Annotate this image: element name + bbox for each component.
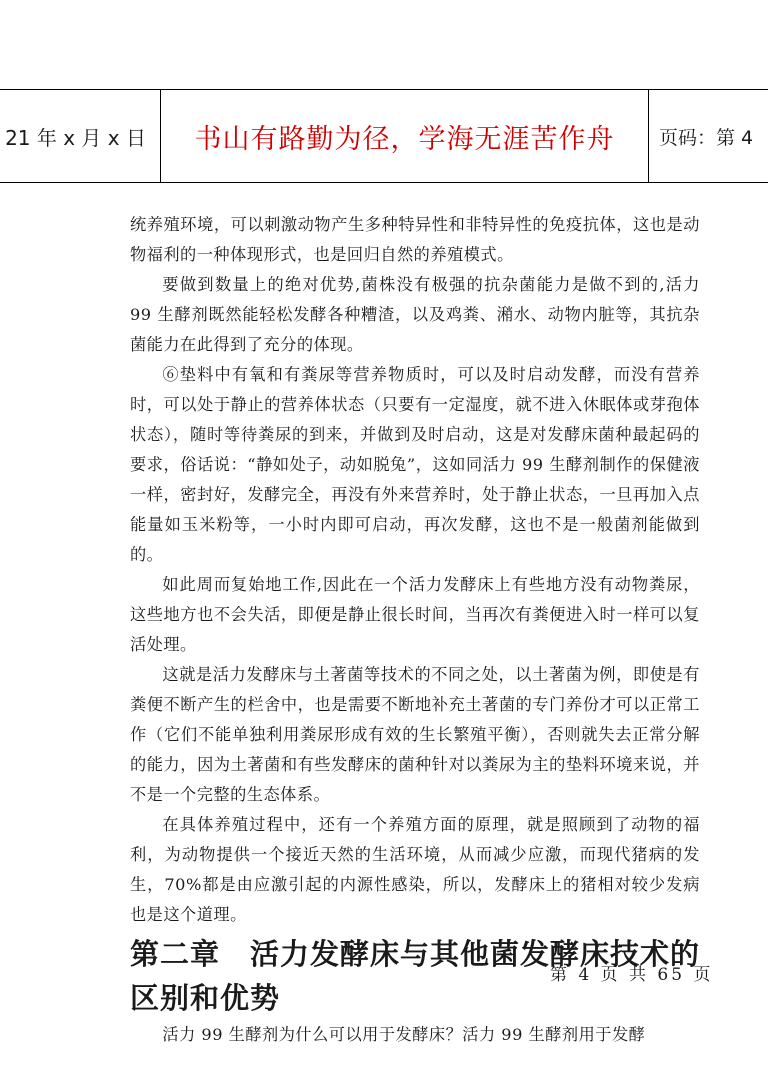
paragraph: 统养殖环境，可以刺激动物产生多种特异性和非特异性的免疫抗体，这也是动物福利的一种体现形式，也是回归自然的养殖模式。 bbox=[130, 215, 700, 264]
paragraph: 在具体养殖过程中，还有一个养殖方面的原理，就是照顾到了动物的福利，为动物提供一个接近天然的生活环境，从而减少应激，而现代猪病的发生，70%都是由应激引起的内源性感染，所以，发酵床上的猪相对较少发病也是这个道理。 bbox=[130, 815, 700, 924]
header-motto: 书山有路勤为径，学海无涯苦作舟 bbox=[161, 90, 649, 182]
paragraph: 这就是活力发酵床与土著菌等技术的不同之处，以土著菌为例，即使是有粪便不断产生的栏舍中，也是需要不断地补充土著菌的专门养份才可以正常工作（它们不能单独利用粪尿形成有效的生长繁殖平衡），否则就失去正常分解的能力，因为土著菌和有些发酵床的菌种针对以粪尿为主的垫料环境来说，并不是一个完整的生态体系。 bbox=[130, 665, 700, 804]
header-date: 21 年 x 月 x 日 bbox=[0, 90, 161, 182]
page-header bbox=[0, 89, 768, 183]
header-page-number: 页码：第 4 bbox=[659, 126, 754, 149]
page-footer: 第 4 页 共 65 页 bbox=[550, 965, 714, 985]
paragraph: ⑥垫料中有氧和有粪尿等营养物质时，可以及时启动发酵，而没有营养时，可以处于静止的营养体状态（只要有一定湿度，就不进入休眠体或芽孢体状态），随时等待粪尿的到来，并做到及时启动，这是对发酵床菌种最起码的要求，俗话说：“静如处子，动如脱兔”，这如同活力 99 生酵剂制作的保健液一样，密封好，发酵完全，再没有外来营养时，处于静止状态，一旦再加入点能量如玉米粉等，一小时内即可启动，再次发酵，这也不是一般菌剂能做到的。 bbox=[130, 365, 700, 564]
paragraph: 如此周而复始地工作,因此在一个活力发酵床上有些地方没有动物粪尿，这些地方也不会失活，即便是静止很长时间，当再次有粪便进入时一样可以复活处理。 bbox=[130, 575, 700, 654]
paragraph: 活力 99 生酵剂为什么可以用于发酵床？活力 99 生酵剂用于发酵 bbox=[162, 1025, 646, 1044]
chapter-title: 第二章 活力发酵床与其他菌发酵床技术的区别和优势 bbox=[130, 937, 701, 1015]
document-body bbox=[130, 210, 700, 1050]
paragraph: 要做到数量上的绝对优势,菌株没有极强的抗杂菌能力是做不到的,活力 99 生酵剂既然能轻松发酵各种糟渣，以及鸡粪、潲水、动物内脏等，其抗杂菌能力在此得到了充分的体现。 bbox=[130, 275, 700, 354]
